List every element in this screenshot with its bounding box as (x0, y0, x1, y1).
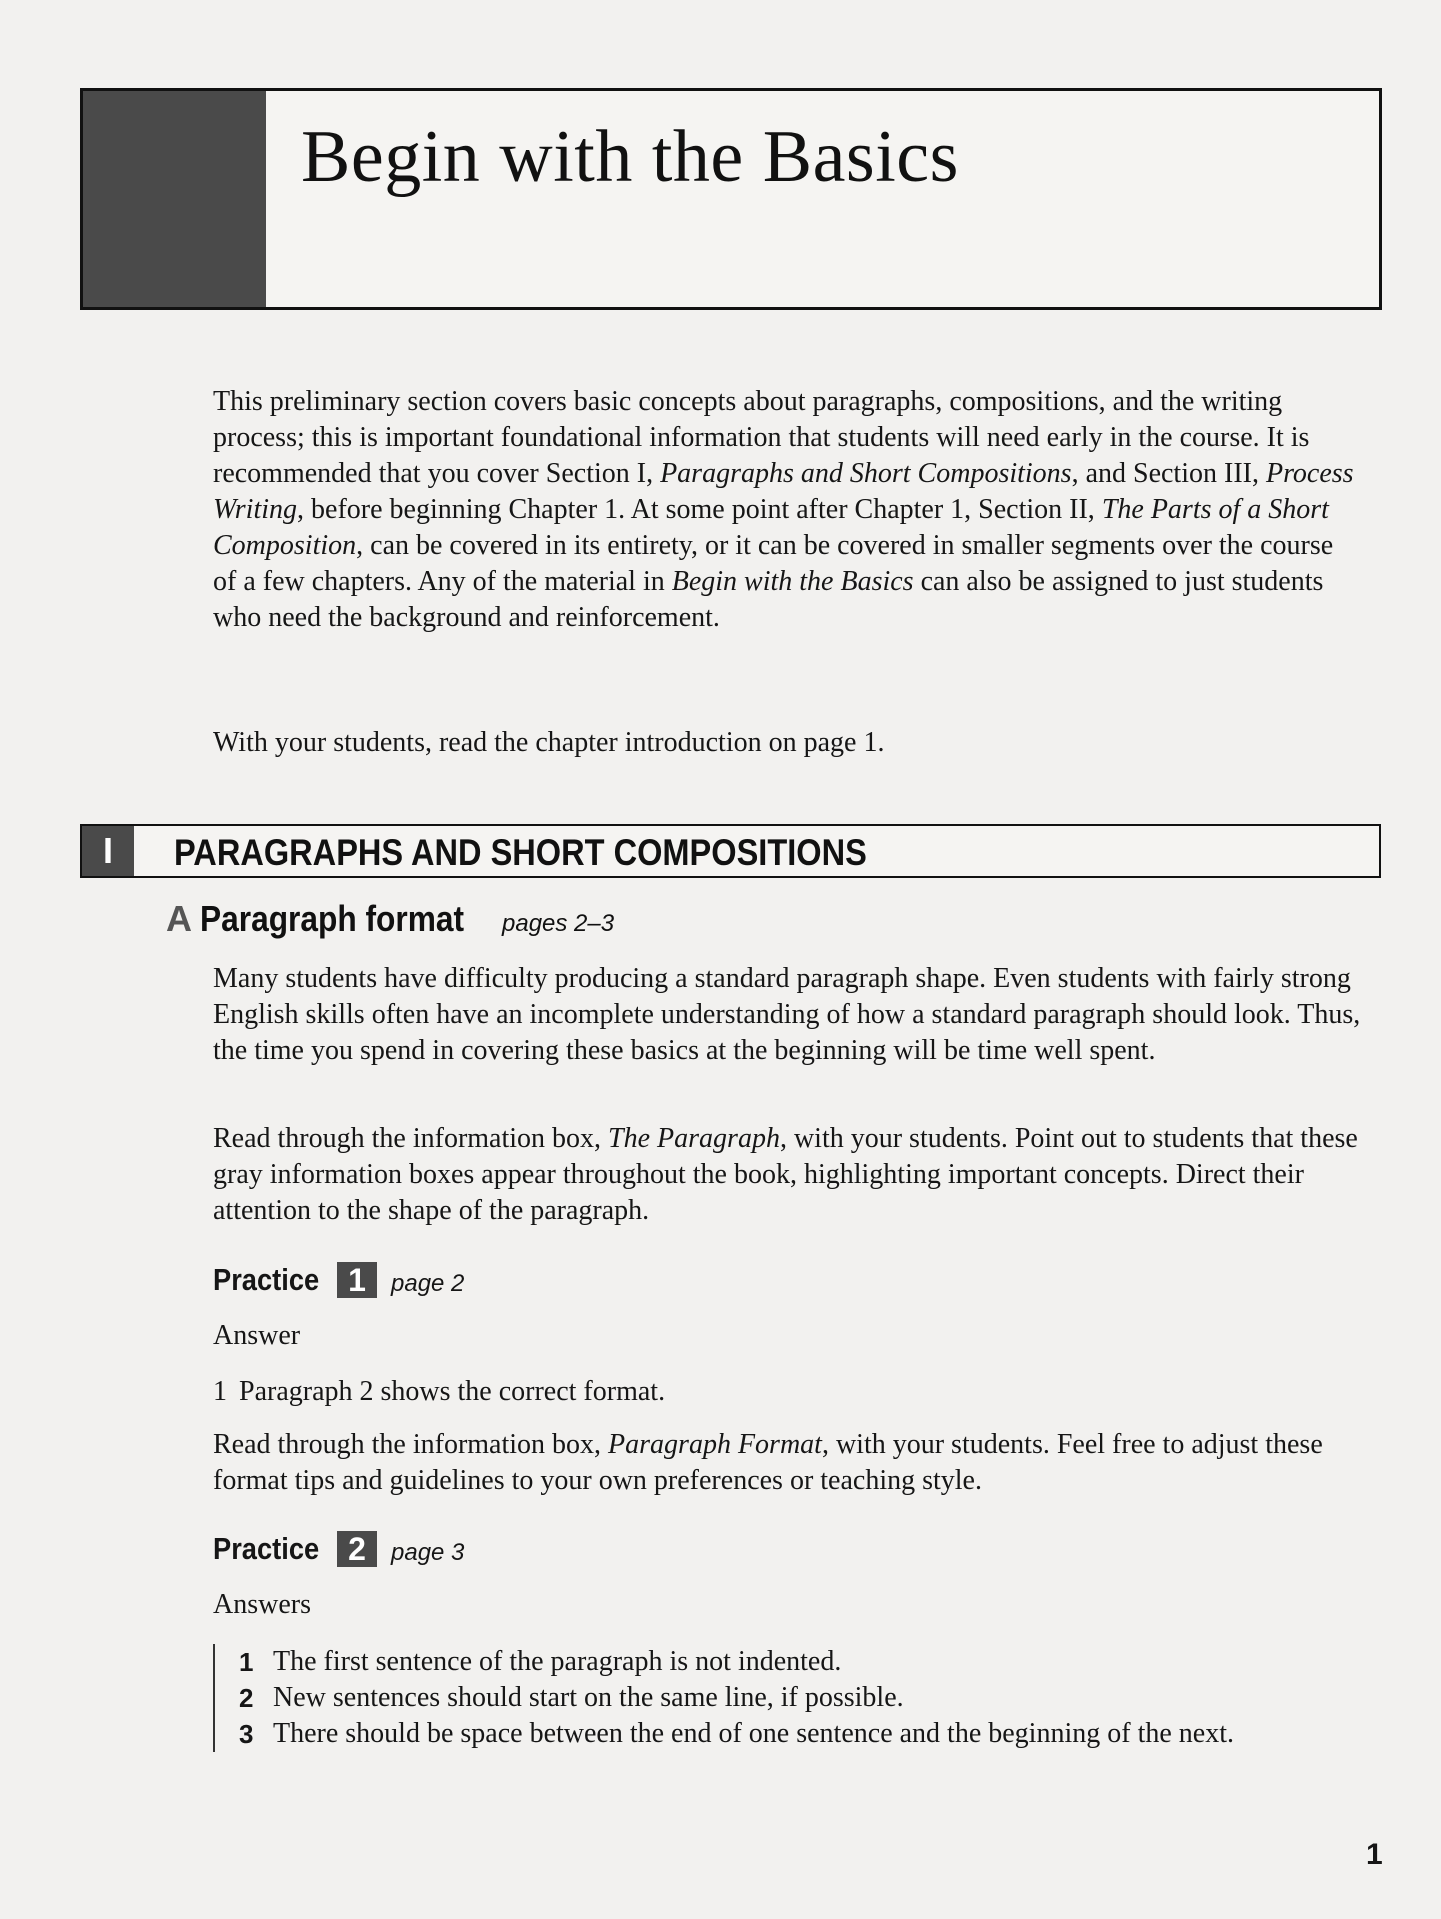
answer-list-2 (213, 1644, 1363, 1752)
page-number: 1 (1366, 1838, 1383, 1871)
answers-label: Answers (213, 1589, 311, 1620)
section-heading (80, 824, 1381, 878)
intro-text: can also be assigned to just students who need the background and reinforcement. (213, 566, 1324, 633)
intro-text: , can be covered in its entirety, or it can be covered in smaller segments over the course of a few chapters. Any of the material in (213, 530, 1334, 597)
answer-text: New sentences should start on the same line, if possible. (273, 1682, 904, 1713)
body2-text: , with your students. Point out to students that these gray information boxes appear throughout the book, highlighting important concepts. Direct their attention to the shape of the paragraph. (213, 1123, 1358, 1226)
answer-text: Paragraph 2 shows the correct format. (239, 1376, 666, 1407)
intro-italic-section-2: The Parts of a Short Composition (213, 494, 1329, 561)
answer-label: Answer (213, 1320, 301, 1351)
intro-italic-section-1: Paragraphs and Short Compositions (660, 458, 1072, 489)
body2-text: Read through the information box, (213, 1123, 609, 1154)
answer-item (239, 1644, 1363, 1680)
answer-number: 1 (213, 1376, 227, 1407)
subsection-heading (166, 898, 615, 940)
practice-page: page 3 (391, 1539, 465, 1566)
subsection-letter: A (166, 898, 192, 939)
practice-number-badge: 2 (337, 1531, 377, 1567)
intro-text: , before beginning Chapter 1. At some point after Chapter 1, Section II, (297, 494, 1102, 525)
intro-text: This preliminary section covers basic concepts about paragraphs, compositions, and the writing process; this is important foundational information that students will need early in the course. It is recommended that you cover Section I, (213, 386, 1310, 489)
body2-italic: The Paragraph (608, 1123, 780, 1154)
section-number: I (82, 826, 134, 876)
answer-number: 1 (239, 1647, 254, 1677)
answer-list-1 (213, 1374, 1363, 1410)
intro-italic-book-title: Begin with the Basics (671, 566, 914, 597)
subsection-pages: pages 2–3 (502, 910, 615, 937)
chapter-title-box (80, 88, 1382, 310)
answer-number: 2 (239, 1683, 254, 1713)
intro-text: , and Section III, (1071, 458, 1266, 489)
body3-text: Read through the information box, (213, 1429, 609, 1460)
body-paragraph-1: Many students have difficulty producing a standard paragraph shape. Even students with fairly strong English skills often have an incomplete understanding of how a standard paragraph should look. Thus, the time you spend in covering these basics at the beginning will be time well spent. (213, 963, 1361, 1066)
answer-text: There should be space between the end of one sentence and the beginning of the next. (273, 1718, 1234, 1749)
answer-item (239, 1680, 1363, 1716)
intro-paragraph (213, 384, 1363, 636)
body-paragraph-2 (213, 1121, 1363, 1229)
intro-italic-section-3: Process Writing (213, 458, 1354, 525)
answer-item (239, 1716, 1363, 1752)
body3-text: , with your students. Feel free to adjust these format tips and guidelines to your own preferences or teaching style. (213, 1429, 1323, 1496)
answer-item (213, 1374, 1363, 1410)
body3-italic: Paragraph Format (608, 1429, 822, 1460)
chapter-title: Begin with the Basics (301, 116, 959, 198)
practice-number-badge: 1 (337, 1262, 377, 1298)
answer-text: The first sentence of the paragraph is not indented. (273, 1646, 842, 1677)
answer-number: 3 (239, 1719, 254, 1749)
practice-page: page 2 (391, 1270, 465, 1297)
section-title: PARAGRAPHS AND SHORT COMPOSITIONS (174, 832, 867, 873)
intro-paragraph-2: With your students, read the chapter introduction on page 1. (213, 727, 885, 758)
practice-label: Practice (213, 1531, 320, 1566)
title-box-dark-panel (83, 91, 266, 307)
subsection-title: Paragraph format (200, 898, 465, 939)
practice-1-heading (213, 1262, 465, 1298)
practice-2-heading (213, 1531, 465, 1567)
body-paragraph-3 (213, 1427, 1363, 1499)
practice-label: Practice (213, 1262, 320, 1297)
